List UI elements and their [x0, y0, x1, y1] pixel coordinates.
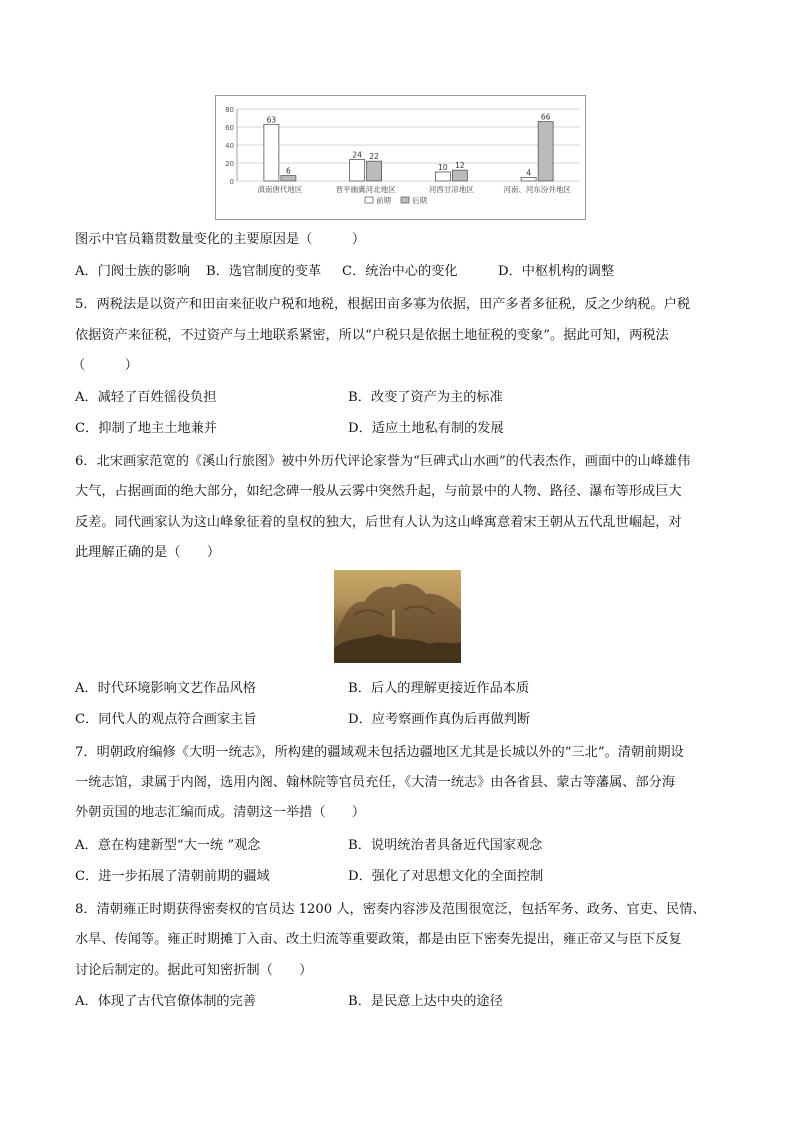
- bar-early: [521, 177, 536, 181]
- bar-late: [538, 122, 553, 181]
- q8-option-b[interactable]: B．是民意上达中央的途径: [348, 994, 503, 1009]
- q4-option-c[interactable]: C．统治中心的变化: [342, 264, 458, 279]
- q5-stem-line-2: 依据资产来征税，不过资产与土地联系紧密，所以“户税只是依据土地征税的变象”。据此可知，两税法: [75, 328, 669, 343]
- q7-stem-line-2: 一统志馆，隶属于内阁，选用内阁、翰林院等官员充任，《大清一统志》由各省县、蒙古等藩属、部分海: [75, 775, 676, 790]
- q8-stem-line-2: 水旱、传闻等。雍正时期摊丁入亩、改土归流等重要政策，都是由臣下密奏先提出，雍正帝又与臣下反复: [75, 932, 682, 947]
- y-tick-label: 20: [225, 160, 234, 168]
- legend-label: 后期: [412, 196, 427, 205]
- q7-option-d[interactable]: D．强化了对思想文化的全面控制: [348, 869, 544, 884]
- q6-option-d[interactable]: D．应考察画作真伪后再做判断: [348, 712, 531, 727]
- q6-stem-line-3: 反差。同代画家认为这山峰象征着的皇权的独大，后世有人认为这山峰寓意着宋王朝从五代乱世崛起，对: [75, 515, 682, 530]
- q7-option-b[interactable]: B．说明统治者具备近代国家观念: [348, 838, 543, 853]
- bar-early: [350, 159, 365, 181]
- bar-late: [367, 161, 382, 181]
- bar-value-label: 10: [438, 163, 448, 172]
- q7-option-c[interactable]: C．进一步拓展了清朝前期的疆域: [75, 869, 270, 884]
- y-tick-label: 0: [229, 178, 234, 186]
- y-tick-label: 40: [225, 142, 234, 150]
- legend-label: 前期: [376, 196, 391, 205]
- q6-option-b[interactable]: B．后人的理解更接近作品本质: [348, 681, 530, 696]
- bar-early: [435, 172, 450, 181]
- q5-stem-line-1: 5．两税法是以资产和田亩来征收户税和地税，根据田亩多寡为依据，田产多者多征税，反之少纳税。户税: [75, 297, 691, 312]
- q8-stem-line-1: 8．清朝雍正时期获得密奏权的官员达 1200 人，密奏内容涉及范围很宽泛，包括军务、政务、官吏、民情、: [75, 902, 706, 917]
- category-label: 滇南唐代地区: [257, 185, 303, 194]
- q5-stem-line-3: （ ）: [72, 358, 138, 373]
- bar-value-label: 66: [540, 112, 551, 122]
- legend-swatch: [365, 197, 373, 203]
- q5-option-d[interactable]: D．适应土地私有制的发展: [348, 421, 504, 436]
- category-label: 河南、河东汾并地区: [503, 185, 571, 194]
- q6-option-a[interactable]: A．时代环境影响文艺作品风格: [75, 681, 256, 696]
- q5-option-c[interactable]: C．抑制了地主土地兼并: [75, 421, 217, 436]
- q8-stem-line-3: 讨论后制定的。据此可知密折制（ ）: [75, 963, 313, 978]
- bar-late: [452, 170, 467, 181]
- q8-option-a[interactable]: A．体现了古代官僚体制的完善: [75, 994, 256, 1009]
- bar-late: [281, 176, 296, 181]
- q4-option-a[interactable]: A．门阀士族的影响: [75, 264, 191, 279]
- legend-swatch: [401, 197, 409, 203]
- bar-value-label: 12: [455, 161, 465, 171]
- q4-option-d[interactable]: D．中枢机构的调整: [498, 264, 615, 279]
- bar-value-label: 63: [266, 115, 277, 125]
- q6-stem-line-2: 大气，占据画面的绝大部分，如纪念碑一般从云雾中突然升起，与前景中的人物、路径、瀑布等形成巨大: [75, 484, 682, 499]
- bar-value-label: 22: [369, 152, 379, 162]
- bar-early: [264, 124, 279, 181]
- category-label: 河西甘凉地区: [428, 185, 474, 194]
- y-tick-label: 80: [225, 106, 234, 114]
- q6-stem-line-1: 6．北宋画家范宽的《溪山行旅图》被中外历代评论家誉为“巨碑式山水画”的代表杰作，画面中的山峰雄伟: [75, 454, 691, 469]
- official-origin-bar-chart: [215, 95, 586, 220]
- q7-option-a[interactable]: A．意在构建新型“大一统 ”观念: [75, 838, 261, 853]
- bar-value-label: 4: [526, 168, 532, 178]
- q7-stem-line-1: 7．明朝政府编修《大明一统志》，所构建的疆域观未包括边疆地区尤其是长城以外的“三北”。清朝前期设: [75, 745, 684, 760]
- bar-value-label: 6: [285, 166, 291, 176]
- painting-mountain-art: [334, 570, 461, 663]
- q6-stem-line-4: 此理解正确的是（ ）: [75, 545, 221, 560]
- bar-chart-svg: [215, 95, 586, 220]
- q4-option-b[interactable]: B．选官制度的变革: [206, 264, 322, 279]
- y-tick-label: 60: [225, 124, 234, 132]
- q6-option-c[interactable]: C．同代人的观点符合画家主旨: [75, 712, 257, 727]
- q5-option-b[interactable]: B．改变了资产为主的标准: [348, 390, 503, 405]
- landscape-painting-image: [334, 570, 461, 663]
- q7-stem-line-3: 外朝贡国的地志汇编而成。清朝这一举措（ ）: [75, 805, 366, 820]
- q5-option-a[interactable]: A．减轻了百姓徭役负担: [75, 390, 217, 405]
- q4-stem: 图示中官员籍贯数量变化的主要原因是（ ）: [75, 232, 366, 247]
- category-label: 晋平幽冀河北地区: [335, 185, 396, 194]
- bar-value-label: 24: [352, 150, 362, 160]
